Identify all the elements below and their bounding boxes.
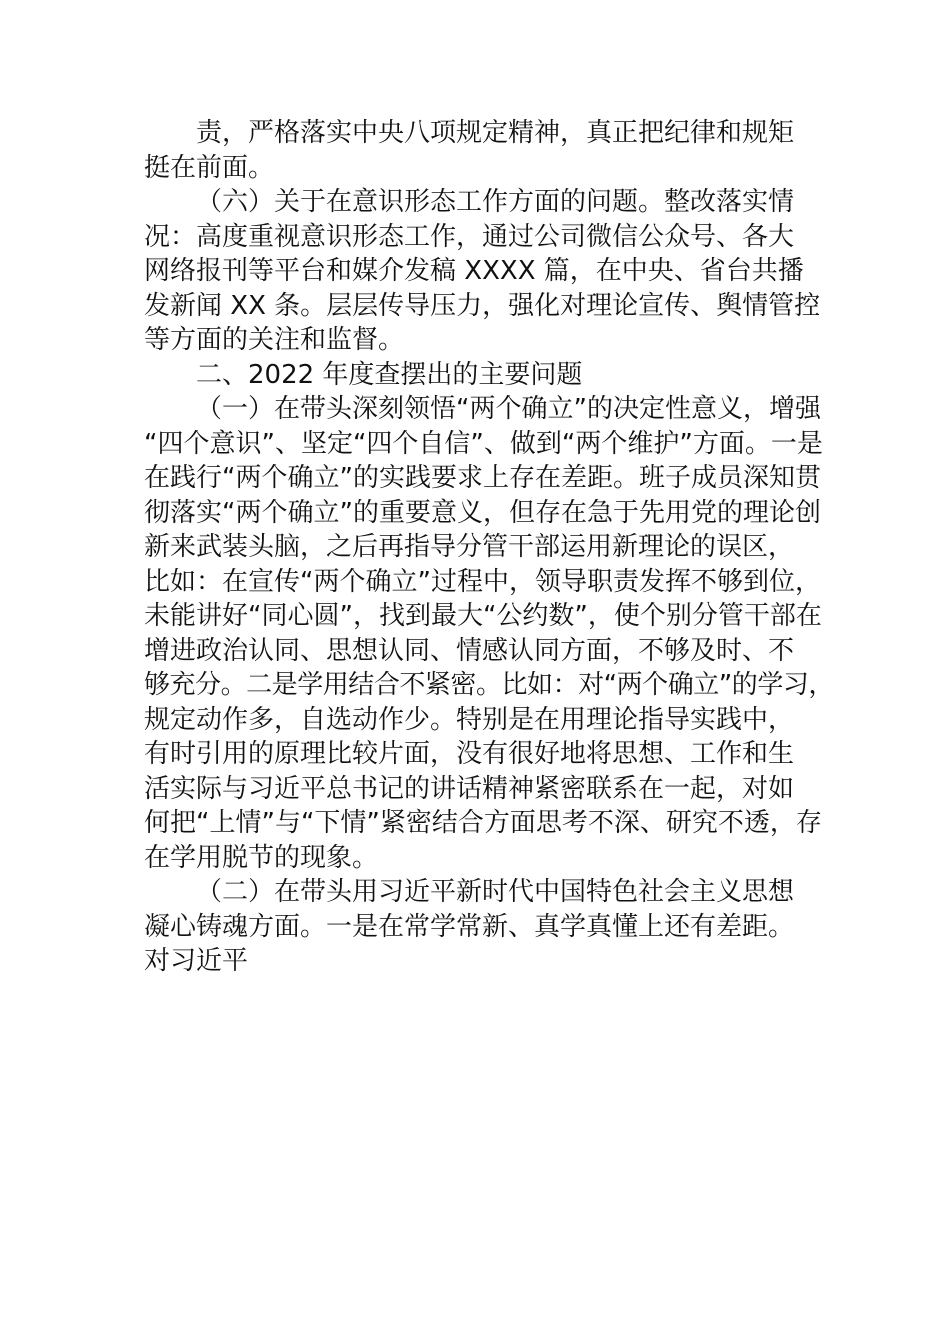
text-line: 未能讲好“同心圆”，找到最大“公约数”，使个别分管干部在: [144, 601, 822, 631]
text-line: 新来武装头脑，之后再指导分管干部运用新理论的误区，: [144, 532, 795, 562]
text-line: 挺在前面。: [144, 152, 275, 183]
text-line: 在学用脱节的现象。: [144, 842, 379, 873]
text-line: 对习近平: [144, 946, 249, 976]
text-line: （一）在带头深刻领悟“两个确立”的决定性意义，增强: [196, 394, 821, 424]
text-line: 规定动作多，自选动作少。特别是在用理论指导实践中，: [144, 704, 795, 735]
text-line: 彻落实“两个确立”的重要意义，但存在急于先用党的理论创: [144, 497, 821, 528]
text-line: 活实际与习近平总书记的讲话精神紧密联系在一起，对如: [144, 773, 795, 804]
text-line: “四个意识”、坚定“四个自信”、做到“两个维护”方面。一是: [144, 428, 823, 459]
text-line: 何把“上情”与“下情”紧密结合方面思考不深、研究不透，存: [144, 808, 822, 838]
text-line: 有时引用的原理比较片面，没有很好地将思想、工作和生: [144, 739, 795, 769]
text-line: 在践行“两个确立”的实践要求上存在差距。班子成员深知贯: [144, 463, 821, 493]
text-line: 二、2022 年度查摆出的主要问题: [196, 359, 583, 390]
text-line: （二）在带头用习近平新时代中国特色社会主义思想: [196, 877, 795, 907]
text-line: 况：高度重视意识形态工作，通过公司微信公众号、各大: [144, 221, 795, 252]
text-line: 凝心铸魂方面。一是在常学常新、真学真懂上还有差距。: [144, 911, 795, 942]
document-body: [144, 116, 834, 979]
text-line: 责，严格落实中央八项规定精神，真正把纪律和规矩: [196, 118, 795, 148]
text-line: 比如：在宣传“两个确立”过程中，领导职责发挥不够到位，: [144, 566, 821, 597]
text-line: 网络报刊等平台和媒介发稿 XXXX 篇，在中央、省台共播: [144, 256, 804, 286]
text-line: （六）关于在意识形态工作方面的问题。整改落实情: [196, 187, 795, 217]
text-line: 等方面的关注和监督。: [144, 325, 405, 355]
text-line: 够充分。二是学用结合不紧密。比如：对“两个确立”的学习，: [144, 670, 834, 700]
text-line: 发新闻 XX 条。层层传导压力，强化对理论宣传、舆情管控: [144, 290, 821, 321]
text-line: 增进政治认同、思想认同、情感认同方面，不够及时、不: [144, 635, 795, 666]
